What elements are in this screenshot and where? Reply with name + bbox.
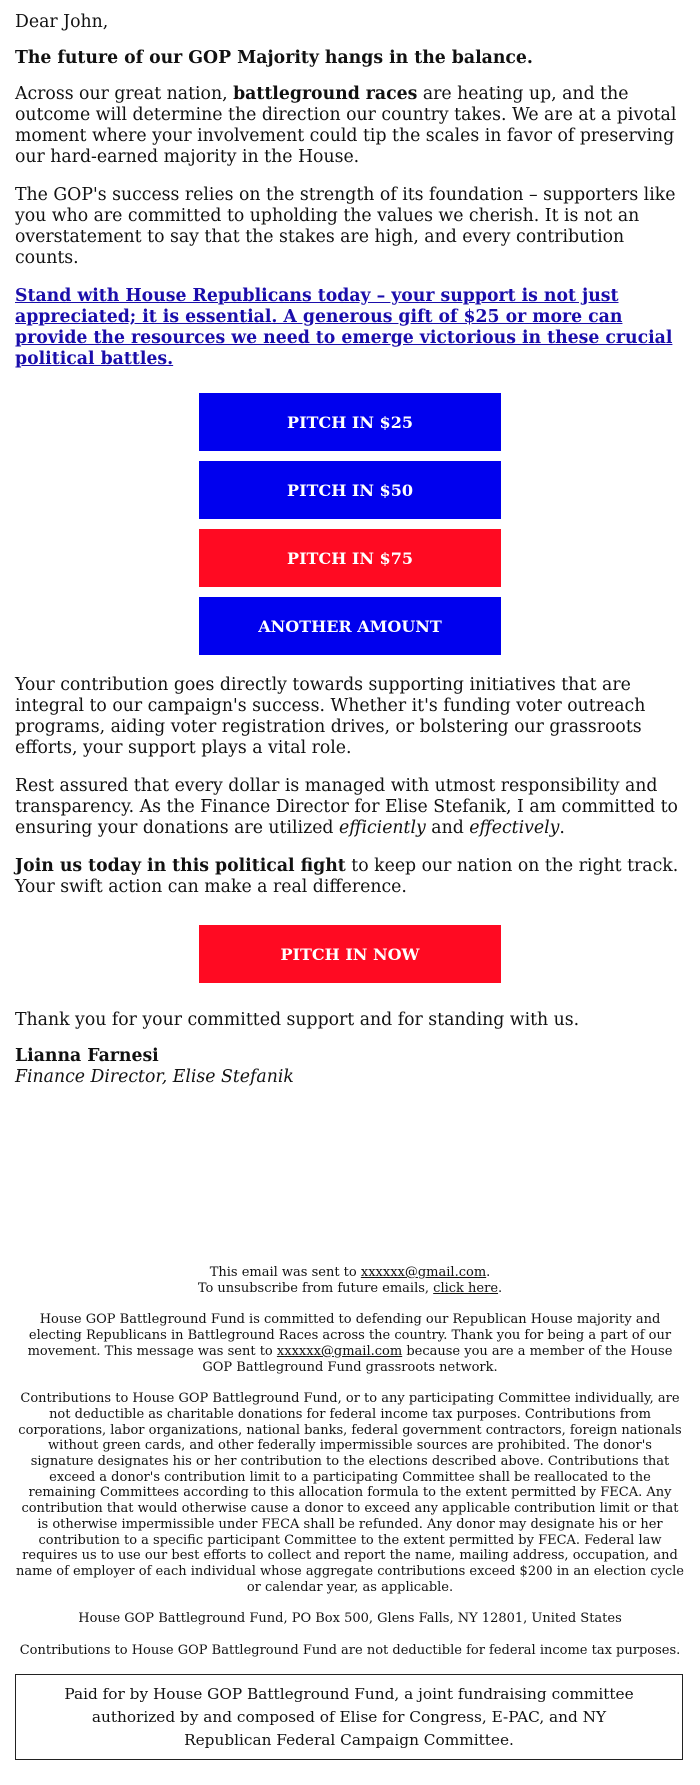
greeting: Dear John,	[15, 12, 109, 32]
signature-name: Lianna Farnesi	[15, 1046, 159, 1066]
cta-link[interactable]: Stand with House Republicans today – your support is not just appreciated; it is essential. A generous gift of $25 or more can provide the resources we need to emerge victorious in these crucial political battles.	[15, 286, 673, 369]
email-link-2[interactable]: xxxxxx@gmail.com	[276, 1343, 403, 1359]
pitch-in-now-button[interactable]: PITCH IN NOW	[199, 925, 501, 983]
pitch-now-wrap	[15, 925, 685, 993]
paid-for-text: Paid for by House GOP Battleground Fund, a joint fundraising committee authorized by and composed of Elise for Congress, E-PAC, and NY Republican Federal Campaign Committee.	[64, 1684, 634, 1749]
cta-paragraph	[15, 286, 685, 370]
donation-buttons	[15, 393, 685, 665]
mailing-address: House GOP Battleground Fund, PO Box 500, Glens Falls, NY 12801, United States	[78, 1611, 622, 1627]
legal-disclaimer: Contributions to House GOP Battleground Fund, or to any participating Committee individually, are not deductible as charitable donations for federal income tax purposes. Contributions from corporations, labor organizations, national banks, federal government contractors, foreign nationals without green cards, and other federally impermissible sources are prohibited. The donor's signature designates his or her contribution to the elections described above. Contributions that exceed a donor's contribution limit to a participating Committee shall be reallocated to the remaining Committees according to this allocation formula to the extent permitted by FECA. Any contribution that would otherwise cause a donor to exceed any applicable contribution limit or that is otherwise impermissible under FECA shall be refunded. Any donor may designate his or her contribution to a specific participant Committee to the extent permitted by FECA. Federal law requires us to use our best efforts to collect and report the name, mailing address, occupation, and name of employer of each individual whose aggregate contributions exceed $200 in an election cycle or calendar year, as applicable.	[16, 1391, 684, 1595]
another-amount-button[interactable]: ANOTHER AMOUNT	[199, 597, 501, 655]
pitch-in-25-button[interactable]: PITCH IN $25	[199, 393, 501, 451]
paragraph-join-us: Join us today in this political fight to keep our nation on the right track. Your swift action can make a real difference.	[15, 856, 679, 897]
signature-title: Finance Director, Elise Stefanik	[15, 1067, 294, 1087]
paid-for-box	[15, 1674, 683, 1760]
unsubscribe-link[interactable]: click here	[433, 1280, 499, 1296]
sent-to-line: This email was sent to xxxxxx@gmail.com.	[209, 1265, 491, 1280]
not-deductible-note: Contributions to House GOP Battleground Fund are not deductible for federal income tax purposes.	[19, 1643, 681, 1659]
paragraph-battleground: Across our great nation, battleground races are heating up, and the outcome will determine the direction our country takes. We are at a pivotal moment where your involvement could tip the scales in favor of preserving our hard-earned majority in the House.	[15, 84, 677, 167]
about-fund: House GOP Battleground Fund is committed to defending our Republican House majority and electing Republicans in Battleground Races across the country. Thank you for being a part of our movement. This message was sent to xxxxxx@gmail.com because you are a member of the House GOP Battleground Fund grassroots network.	[27, 1312, 673, 1375]
pitch-in-50-button[interactable]: PITCH IN $50	[199, 461, 501, 519]
paragraph-contribution: Your contribution goes directly towards supporting initiatives that are integral to our campaign's success. Whether it's funding voter outreach programs, aiding voter registration drives, or bolstering our grassroots efforts, your support plays a vital role.	[15, 675, 646, 758]
battleground-races-bold: battleground races	[233, 84, 418, 104]
unsubscribe-line: To unsubscribe from future emails, click here.	[197, 1280, 503, 1296]
footer	[15, 1265, 685, 1659]
thanks-line: Thank you for your committed support and for standing with us.	[15, 1010, 580, 1030]
pitch-in-75-button[interactable]: PITCH IN $75	[199, 529, 501, 587]
paragraph-gop-success: The GOP's success relies on the strength of its foundation – supporters like you who are committed to upholding the values we cherish. It is not an overstatement to say that the stakes are high, and every contribution counts.	[15, 185, 676, 268]
headline: The future of our GOP Majority hangs in the balance.	[15, 48, 533, 68]
email-body	[15, 12, 685, 1088]
email-link[interactable]: xxxxxx@gmail.com	[360, 1265, 487, 1280]
paragraph-rest-assured: Rest assured that every dollar is managed with utmost responsibility and transparency. As the Finance Director for Elise Stefanik, I am committed to ensuring your donations are utilized efficiently and effectively.	[15, 776, 678, 838]
